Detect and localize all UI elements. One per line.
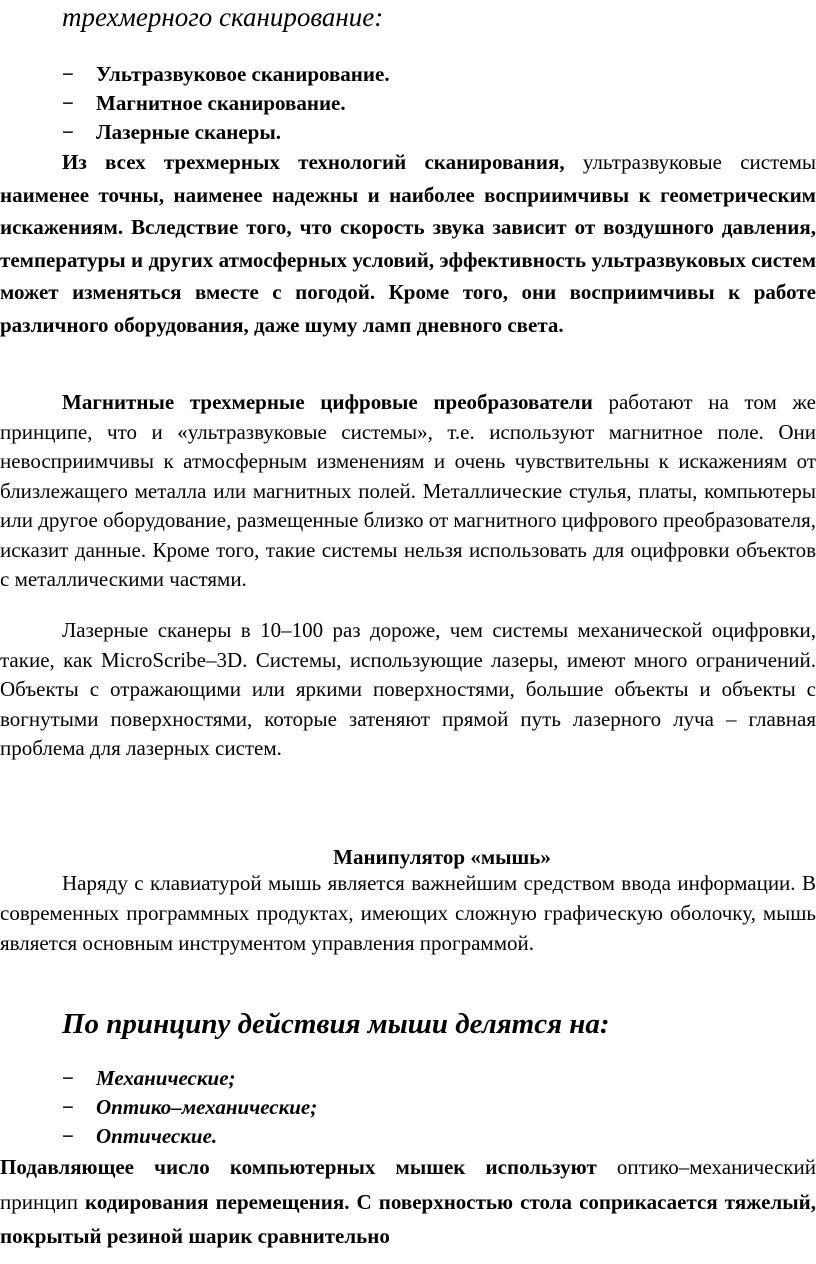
paragraph-bold-text: наименее точны, наименее надежны и наиболее восприимчивы к геометрическим искажениям. Вследствие того, что скорость звука зависит от воздушного давления, температуры и других атмосферных условий, эффективность ультразвуковых систем может изменяться вместе с погодой. Кроме того, они восприимчивы к работе различного оборудования, даже шуму ламп дневного света. — [0, 182, 816, 337]
list-item — [0, 89, 816, 118]
paragraph-laser — [0, 616, 816, 764]
dash-marker: − — [62, 1066, 74, 1090]
top-heading: трехмерного сканирование: — [62, 2, 384, 32]
paragraph-ultrasound — [0, 146, 816, 341]
section-title: Манипулятор «мышь» — [333, 845, 551, 869]
dash-marker: − — [62, 1124, 74, 1148]
mouse-types-heading: По принципу действия мыши делятся на: — [62, 1008, 610, 1040]
list-item — [0, 1064, 816, 1093]
paragraph-text: ультразвуковые системы — [564, 150, 816, 174]
paragraph-text: Наряду с клавиатурой мышь является важнейшим средством ввода информации. В современных программных продуктах, имеющих сложную графическую оболочку, мышь является основным инструментом управления программой. — [0, 871, 816, 955]
paragraph-bold-text: кодирования перемещения. С поверхностью стола соприкасается тяжелый, покрытый резиной шарик сравнительно — [0, 1189, 816, 1248]
dash-marker: − — [62, 120, 74, 144]
dash-marker: − — [62, 62, 74, 86]
paragraph-text: Лазерные сканеры в 10–100 раз дороже, чем системы механической оцифровки, такие, как MicroScribe–3D. Системы, использующие лазеры, имеют много ограничений. Объекты с отражающими или яркими поверхностями, большие объекты и объекты с вогнутыми поверхностями, которые затеняют прямой путь лазерного луча – главная проблема для лазерных систем. — [0, 618, 816, 760]
list-item — [0, 60, 816, 89]
list-item-text: Оптические. — [96, 1124, 218, 1148]
list-item-text: Оптико–механические; — [96, 1095, 318, 1119]
list-item — [0, 1122, 816, 1151]
paragraph-text: оптико–механический принцип — [0, 1155, 816, 1214]
mouse-type-list — [0, 1064, 816, 1151]
list-item — [0, 118, 816, 147]
list-item-text: Ультразвуковое сканирование. — [96, 62, 390, 86]
paragraph-text: работают на том же принципе, что и «ультразвуковые системы», т.е. используют магнитное поле. Они невосприимчивы к атмосферным изменениям и очень чувствительны к искажениям от близлежащего металла или магнитных полей. Металлические стулья, платы, компьютеры или другое оборудование, размещенные близко от магнитного цифрового преобразователя, исказит данные. Кроме того, такие системы нельзя использовать для оцифровки объектов с металлическими частями. — [0, 390, 816, 591]
paragraph-magnetic — [0, 388, 816, 595]
paragraph-mouse — [0, 868, 816, 958]
scan-type-list — [0, 60, 816, 147]
paragraph-bold-text: Из всех трехмерных технологий сканирования, — [62, 150, 565, 174]
paragraph-optomechanical — [0, 1150, 816, 1254]
list-item-text: Магнитное сканирование. — [96, 91, 346, 115]
list-item-text: Лазерные сканеры. — [96, 120, 282, 144]
paragraph-bold-text: Подавляющее число компьютерных мышек используют — [0, 1155, 597, 1179]
dash-marker: − — [62, 1095, 74, 1119]
list-item — [0, 1093, 816, 1122]
paragraph-bold-text: Магнитные трехмерные цифровые преобразователи — [62, 390, 593, 414]
dash-marker: − — [62, 91, 74, 115]
list-item-text: Механические; — [96, 1066, 236, 1090]
